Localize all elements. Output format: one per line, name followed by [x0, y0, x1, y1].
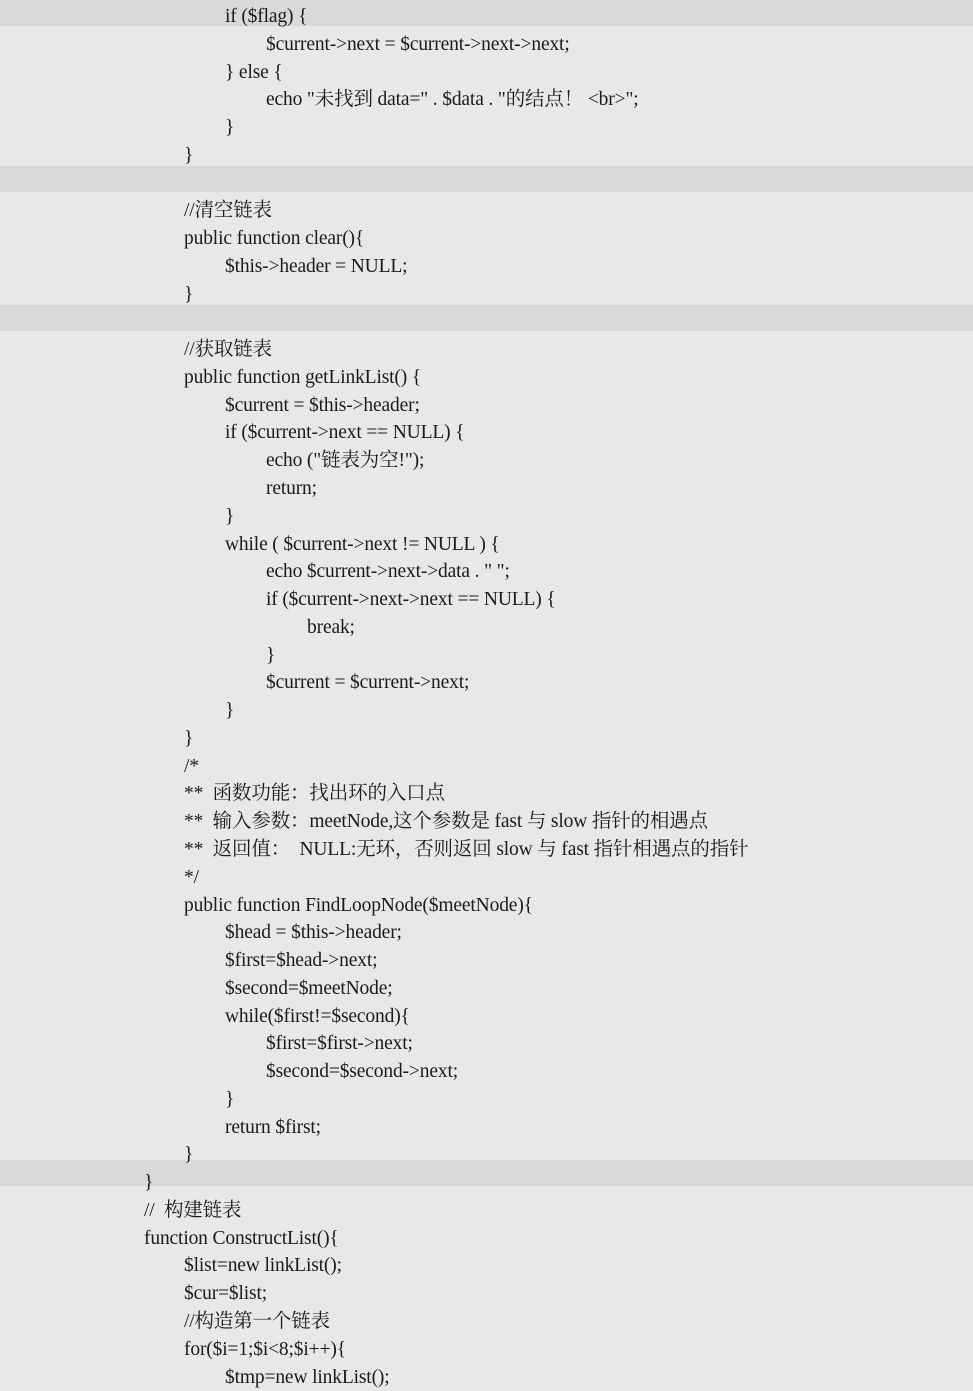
code-line: if ($current->next == NULL) { [225, 422, 465, 444]
code-line: */ [184, 866, 199, 888]
code-line: } [144, 1172, 154, 1194]
code-line: $current = $this->header; [225, 394, 420, 416]
code-line: $list=new linkList(); [184, 1255, 342, 1277]
code-line: echo $current->next->data . " "; [266, 561, 510, 583]
code-listing [0, 3, 973, 1391]
code-line: return; [266, 478, 317, 500]
code-line: while($first!=$second){ [225, 1005, 410, 1027]
code-line: public function getLinkList() { [184, 366, 422, 388]
code-line: $tmp=new linkList(); [225, 1366, 390, 1388]
code-line: //获取链表 [184, 339, 272, 361]
code-line: //构造第一个链表 [184, 1310, 330, 1332]
code-line: if ($flag) { [225, 6, 308, 27]
code-line: $first=$head->next; [225, 950, 378, 972]
code-line: } [184, 144, 194, 166]
code-line: function ConstructList(){ [144, 1227, 339, 1249]
code-line: $head = $this->header; [225, 922, 402, 944]
code-line [0, 308, 973, 336]
code-line: echo "未找到 data=" . $data . "的结点！ <br>"; [266, 89, 639, 111]
code-line: } [266, 644, 276, 666]
code-line: $current = $current->next; [266, 672, 470, 694]
code-line: /* [184, 755, 199, 777]
code-line: } [225, 700, 235, 722]
code-line: } [225, 117, 235, 139]
code-line: } [184, 1144, 194, 1166]
code-line: ** 输入参数：meetNode,这个参数是 fast 与 slow 指针的相遇点 [184, 811, 708, 833]
code-line: if ($current->next->next == NULL) { [266, 589, 556, 611]
code-line: $cur=$list; [184, 1283, 268, 1305]
code-line: $first=$first->next; [266, 1033, 413, 1055]
code-line: break; [307, 616, 355, 638]
code-line: while ( $current->next != NULL ) { [225, 533, 500, 555]
code-line: // 构建链表 [144, 1199, 242, 1221]
code-line: ** 返回值： NULL:无环，否则返回 slow 与 fast 指针相遇点的指针 [184, 838, 749, 860]
code-line: } [225, 1088, 235, 1110]
code-line: } [184, 727, 194, 749]
code-line: public function FindLoopNode($meetNode){ [184, 894, 533, 916]
code-line: } else { [225, 61, 283, 83]
code-line: } [184, 283, 194, 305]
code-line: for($i=1;$i<8;$i++){ [184, 1338, 346, 1360]
code-line: } [225, 505, 235, 527]
code-line: //清空链表 [184, 200, 272, 222]
code-line: ** 函数功能：找出环的入口点 [184, 783, 445, 805]
code-line: $current->next = $current->next->next; [266, 33, 570, 55]
code-line: $second=$meetNode; [225, 977, 393, 999]
code-line: return $first; [225, 1116, 321, 1138]
code-line: public function clear(){ [184, 228, 365, 250]
code-line: echo ("链表为空!"); [266, 450, 425, 472]
code-line: $this->header = NULL; [225, 255, 408, 277]
code-line: $second=$second->next; [266, 1061, 458, 1083]
code-line [0, 170, 973, 198]
